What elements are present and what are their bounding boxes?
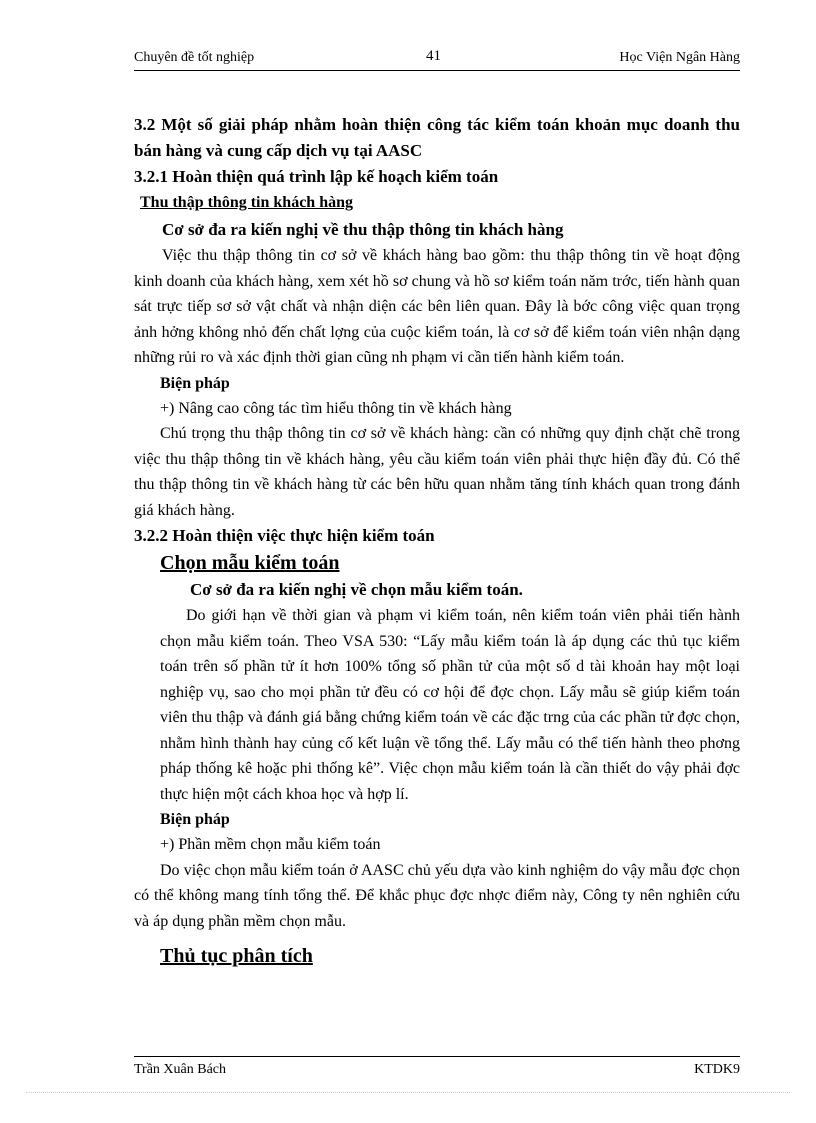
paragraph: Do việc chọn mẫu kiểm toán ở AASC chủ yếu dựa vào kinh nghiệm do vậy mẫu đợc chọn có thể không mang tính tổng thể. Để khắc phục đợc nhợc điểm này, Công ty nên nghiên cứu và áp dụng phần mềm chọn mẫu. <box>134 861 740 930</box>
measure-title: Biện pháp <box>160 374 230 392</box>
subsection-title: Chọn mẫu kiểm toán <box>160 552 340 574</box>
footer-class: KTDK9 <box>694 1062 740 1077</box>
page-number: 41 <box>426 48 441 64</box>
paragraph: Chú trọng thu thập thông tin cơ sở về khách hàng: cần có những quy định chặt chẽ trong việc thu thập thông tin về khách hàng, yêu cầu kiểm toán viên phải thực hiện đầy đủ. Có thể thu thập thông tin về khách hàng từ các bên hữu quan nhằm tăng tính khách quan trong đánh giá khách hàng. <box>134 425 740 519</box>
paragraph: Do giới hạn về thời gian và phạm vi kiểm toán, nên kiểm toán viên phải tiến hành chọn mẫu kiểm toán. Theo VSA 530: “Lấy mẫu kiểm toán là áp dụng các thủ tục kiểm toán trên số phần tử ít hơn 100% tổng số phần tử của một số d tài khoản hay một loại nghiệp vụ, sao cho mọi phần tử đều có cơ hội để đợc chọn. Lấy mẫu sẽ giúp kiểm toán viên thu thập và đánh giá bằng chứng kiểm toán về các đặc trng của các phần tử đợc chọn, nhằm hình thành hay củng cố kết luận về tổng thể. Lấy mẫu có thể tiến hành theo phơng pháp thống kê hoặc phi thống kê”. Việc chọn mẫu kiểm toán là cần thiết do vậy phải đợc thực hiện một cách khoa học và hợp lí. <box>160 607 740 803</box>
measure-item: +) Nâng cao công tác tìm hiểu thông tin về khách hàng <box>160 399 512 417</box>
footer-author: Trần Xuân Bách <box>134 1062 227 1077</box>
measure-title: Biện pháp <box>160 811 230 828</box>
section-heading-3-2: 3.2 Một số giải pháp nhằm hoàn thiện công tác kiểm toán khoản mục doanh thu bán hàng và cung cấp dịch vụ tại AASC <box>134 115 740 160</box>
subsection-title: Thủ tục phân tích <box>160 945 313 967</box>
subsection-title: Thu thập thông tin khách hàng <box>140 194 353 211</box>
page-body <box>134 112 740 970</box>
page-edge-divider <box>26 1092 790 1093</box>
measure-item: +) Phần mềm chọn mẫu kiểm toán <box>160 836 381 853</box>
paragraph: Việc thu thập thông tin cơ sở về khách hàng bao gồm: thu thập thông tin về hoạt động kinh doanh của khách hàng, xem xét hồ sơ chung và hồ sơ kiểm toán năm trớc, tiến hành quan sát trực tiếp sơ sở vật chất và nhận diện các bên liên quan. Đây là bớc công việc quan trọng ảnh hởng không nhỏ đến chất lợng của cuộc kiểm toán, là cơ sở để kiểm toán viên nhận dạng những rủi ro và xác định thời gian cũng nh phạm vi cần tiến hành kiểm toán. <box>134 247 740 366</box>
section-heading-3-2-1: 3.2.1 Hoàn thiện quá trình lập kế hoạch kiểm toán <box>134 167 499 186</box>
header-left: Chuyên đề tốt nghiệp <box>134 50 255 65</box>
section-heading-3-2-2: 3.2.2 Hoàn thiện việc thực hiện kiểm toán <box>134 526 435 545</box>
page-header <box>134 50 740 68</box>
basis-title: Cơ sở đa ra kiến nghị về chọn mẫu kiểm toán. <box>190 580 523 599</box>
header-rule <box>134 70 740 71</box>
footer-rule <box>134 1056 740 1057</box>
header-right: Học Viện Ngân Hàng <box>619 50 740 65</box>
basis-title: Cơ sở đa ra kiến nghị về thu thập thông tin khách hàng <box>162 220 564 239</box>
